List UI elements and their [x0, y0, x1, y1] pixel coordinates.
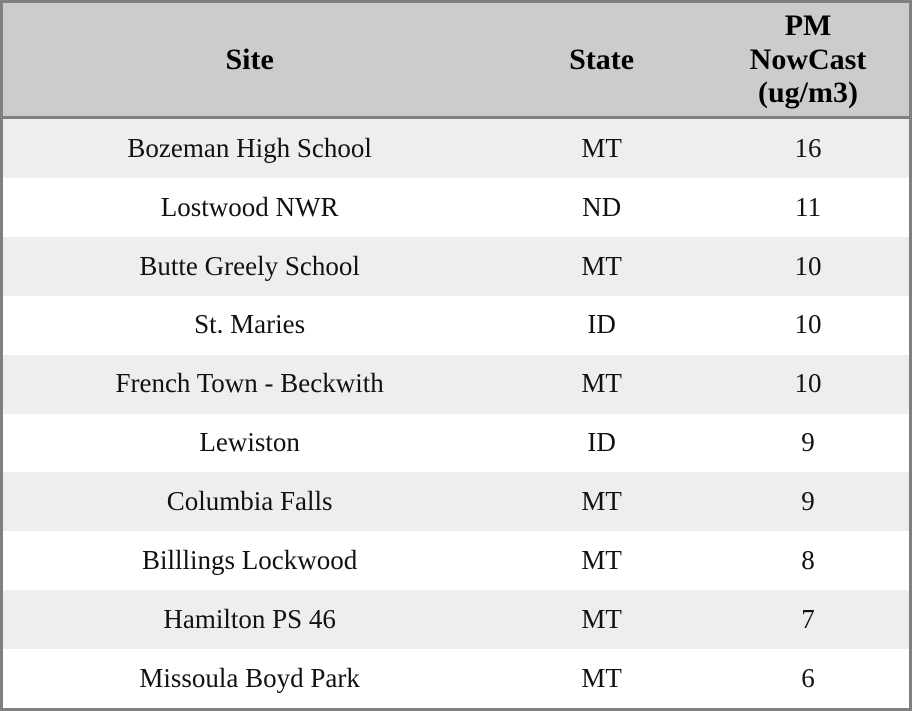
column-header-pm-line2: NowCast: [749, 42, 867, 76]
cell-state: MT: [496, 649, 707, 708]
cell-site: Billlings Lockwood: [3, 531, 496, 590]
column-header-site: [3, 3, 496, 117]
cell-state: ID: [496, 296, 707, 355]
cell-site: St. Maries: [3, 296, 496, 355]
column-header-pm-line1: PM: [784, 9, 832, 42]
table-body: [3, 117, 909, 708]
cell-pm: 7: [707, 590, 909, 649]
cell-site: French Town - Beckwith: [3, 355, 496, 414]
column-header-state-label: State: [569, 42, 635, 76]
cell-state: MT: [496, 472, 707, 531]
column-header-pm-line3: (ug/m3): [758, 76, 858, 110]
cell-site: Bozeman High School: [3, 117, 496, 178]
cell-state: ND: [496, 178, 707, 237]
cell-site: Hamilton PS 46: [3, 590, 496, 649]
table-row: [3, 117, 909, 178]
table-row: [3, 531, 909, 590]
cell-pm: 6: [707, 649, 909, 708]
cell-site: Butte Greely School: [3, 237, 496, 296]
column-header-state: [496, 3, 707, 117]
table-row: [3, 414, 909, 473]
cell-state: MT: [496, 355, 707, 414]
table-row: [3, 590, 909, 649]
cell-state: MT: [496, 531, 707, 590]
table-header-row: [3, 3, 909, 117]
cell-site: Missoula Boyd Park: [3, 649, 496, 708]
cell-pm: 9: [707, 414, 909, 473]
cell-state: MT: [496, 237, 707, 296]
cell-site: Lostwood NWR: [3, 178, 496, 237]
table-row: [3, 472, 909, 531]
cell-state: MT: [496, 590, 707, 649]
cell-pm: 8: [707, 531, 909, 590]
cell-pm: 10: [707, 296, 909, 355]
pm-nowcast-table: [3, 3, 909, 708]
cell-state: MT: [496, 117, 707, 178]
table-header: [3, 3, 909, 117]
cell-site: Columbia Falls: [3, 472, 496, 531]
table-row: [3, 649, 909, 708]
column-header-site-label: Site: [225, 42, 274, 76]
cell-pm: 11: [707, 178, 909, 237]
cell-pm: 16: [707, 117, 909, 178]
cell-site: Lewiston: [3, 414, 496, 473]
table-row: [3, 296, 909, 355]
table-row: [3, 178, 909, 237]
table-row: [3, 355, 909, 414]
cell-pm: 10: [707, 355, 909, 414]
cell-pm: 10: [707, 237, 909, 296]
cell-pm: 9: [707, 472, 909, 531]
column-header-pm-nowcast: [707, 3, 909, 117]
table-row: [3, 237, 909, 296]
cell-state: ID: [496, 414, 707, 473]
